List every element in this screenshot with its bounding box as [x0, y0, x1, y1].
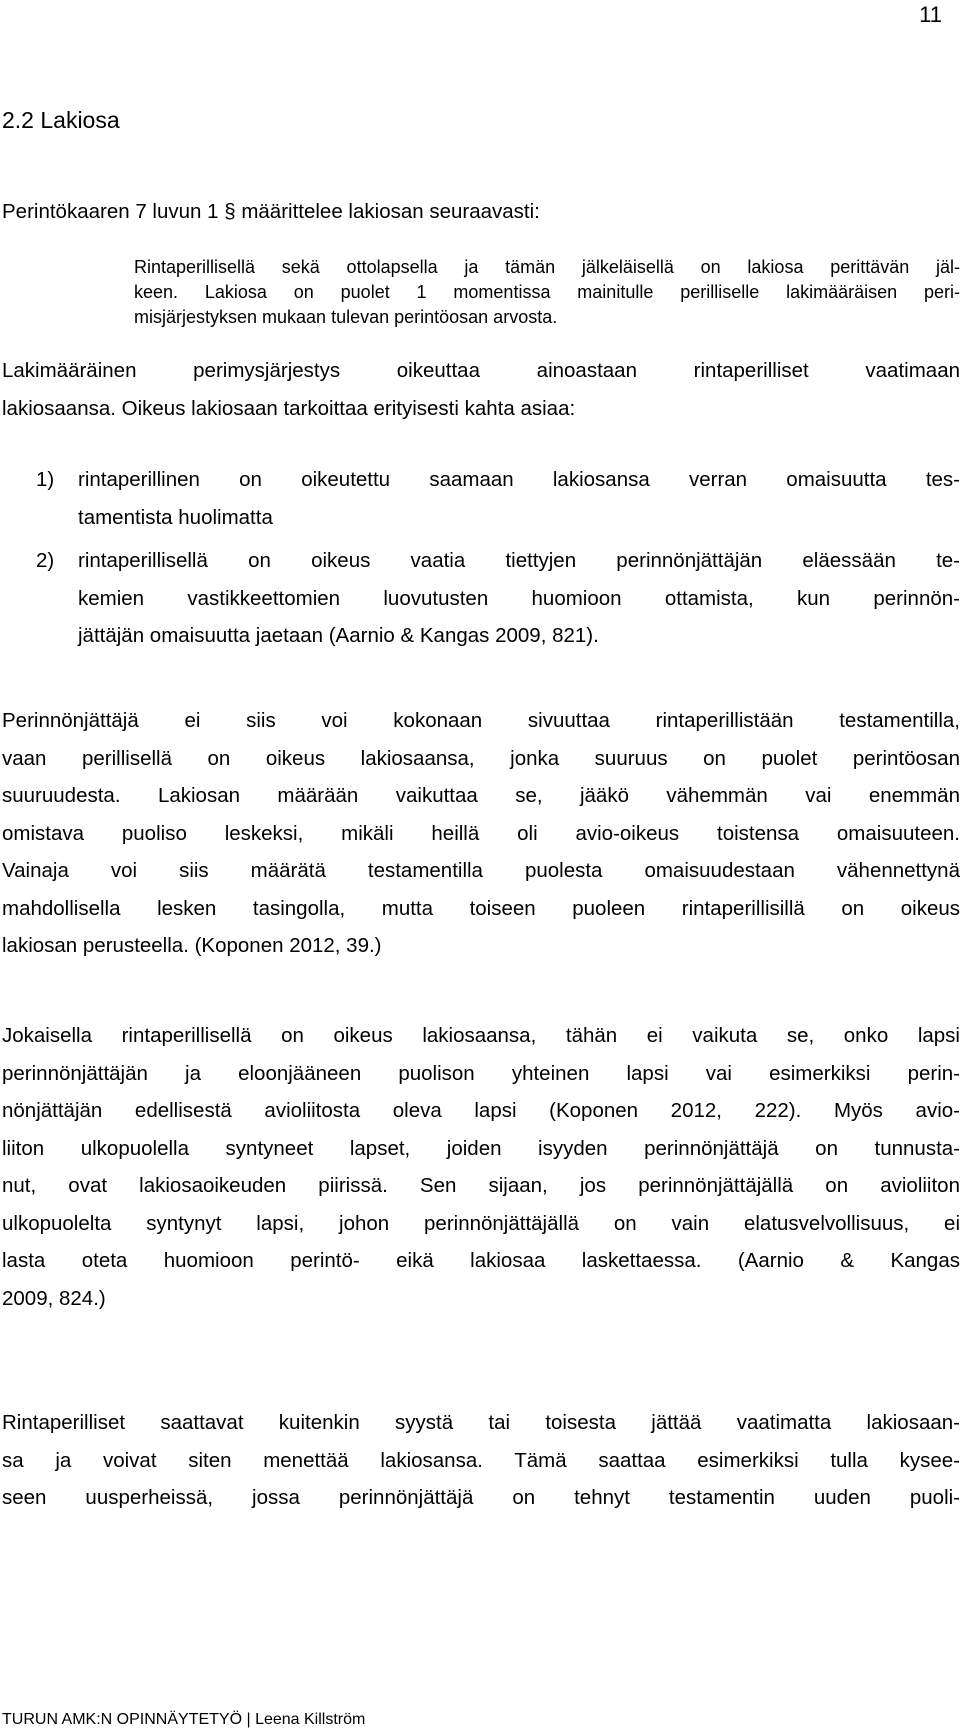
paragraph-line: Perinnönjättäjä ei siis voi kokonaan sivuuttaa rintaperillistään testamentilla, [2, 709, 960, 732]
paragraph-line: nönjättäjän edellisestä avioliitosta oleva lapsi (Koponen 2012, 222). Myös avio- [2, 1099, 960, 1122]
list-item [36, 461, 960, 536]
paragraph-line: Rintaperilliset saattavat kuitenkin syystä tai toisesta jättää vaatimatta lakiosaan- [2, 1411, 960, 1434]
list-line: kemien vastikkeettomien luovutusten huomioon ottamista, kun perinnön- [78, 586, 960, 610]
paragraph-line: lasta oteta huomioon perintö- eikä lakiosaa laskettaessa. (Aarnio & Kangas [2, 1249, 960, 1272]
paragraph-line: 2009, 824.) [2, 1286, 106, 1310]
page-footer: TURUN AMK:N OPINNÄYTETYÖ | Leena Killström [2, 1711, 366, 1728]
paragraph-line: Lakimääräinen perimysjärjestys oikeuttaa ainoastaan rintaperilliset vaatimaan [2, 359, 960, 382]
list-number: 2) [36, 549, 55, 572]
paragraph-line: lakiosaansa. Oikeus lakiosaan tarkoittaa erityisesti kahta asiaa: [2, 396, 576, 420]
paragraph-3 [2, 1017, 960, 1317]
paragraph-line: mahdollisella lesken tasingolla, mutta toiseen puoleen rintaperillisillä on oikeus [2, 896, 960, 920]
numbered-list [36, 461, 960, 661]
paragraph-1 [2, 352, 960, 427]
paragraph-line: suuruudesta. Lakiosan määrään vaikuttaa se, jääkö vähemmän vai enemmän [2, 784, 960, 807]
paragraph-line: omistava puoliso leskeksi, mikäli heillä oli avio-oikeus toistensa omaisuuteen. [2, 821, 960, 845]
paragraph-line: sa ja voivat siten menettää lakiosansa. Tämä saattaa esimerkiksi tulla kysee- [2, 1448, 960, 1472]
quote-line: misjärjestyksen mukaan tulevan perintöosan arvosta. [134, 307, 558, 327]
paragraph-line: Vainaja voi siis määrätä testamentilla puolesta omaisuudestaan vähennettynä [2, 859, 960, 882]
paragraph-line: lakiosan perusteella. (Koponen 2012, 39.) [2, 934, 382, 957]
law-quote [134, 255, 960, 330]
list-number: 1) [36, 468, 55, 491]
intro-text: Perintökaaren 7 luvun 1 § määrittelee lakiosan seuraavasti: [2, 200, 540, 223]
paragraph-line: seen uusperheissä, jossa perinnönjättäjä on tehnyt testamentin uuden puoli- [2, 1486, 960, 1509]
paragraph-2 [2, 702, 960, 965]
quote-line: Rintaperillisellä sekä ottolapsella ja tämän jälkeläisellä on lakiosa perittävän jäl- [134, 257, 960, 277]
list-line: rintaperillinen on oikeutettu saamaan lakiosansa verran omaisuutta tes- [78, 468, 960, 491]
section-heading: 2.2 Lakiosa [2, 107, 120, 133]
paragraph-line: nut, ovat lakiosaoikeuden piirissä. Sen sijaan, jos perinnönjättäjällä on avioliiton [2, 1174, 960, 1197]
quote-line: keen. Lakiosa on puolet 1 momentissa mainitulle perilliselle lakimääräisen peri- [134, 282, 960, 302]
list-item [36, 542, 960, 655]
page-number: 11 [919, 2, 942, 27]
paragraph-4 [2, 1404, 960, 1517]
paragraph-line: Jokaisella rintaperillisellä on oikeus lakiosaansa, tähän ei vaikuta se, onko lapsi [2, 1024, 960, 1047]
paragraph-line: vaan perillisellä on oikeus lakiosaansa, jonka suuruus on puolet perintöosan [2, 746, 960, 770]
paragraph-line: liiton ulkopuolella syntyneet lapset, joiden isyyden perinnönjättäjä on tunnusta- [2, 1136, 960, 1160]
list-line: tamentista huolimatta [78, 505, 273, 529]
paragraph-line: ulkopuolelta syntynyt lapsi, johon perinnönjättäjällä on vain elatusvelvollisuus, ei [2, 1211, 960, 1235]
paragraph-line: perinnönjättäjän ja eloonjääneen puolison yhteinen lapsi vai esimerkiksi perin- [2, 1061, 960, 1085]
list-line: rintaperillisellä on oikeus vaatia tiettyjen perinnönjättäjän eläessään te- [78, 549, 960, 572]
list-line: jättäjän omaisuutta jaetaan (Aarnio & Kangas 2009, 821). [78, 624, 599, 647]
